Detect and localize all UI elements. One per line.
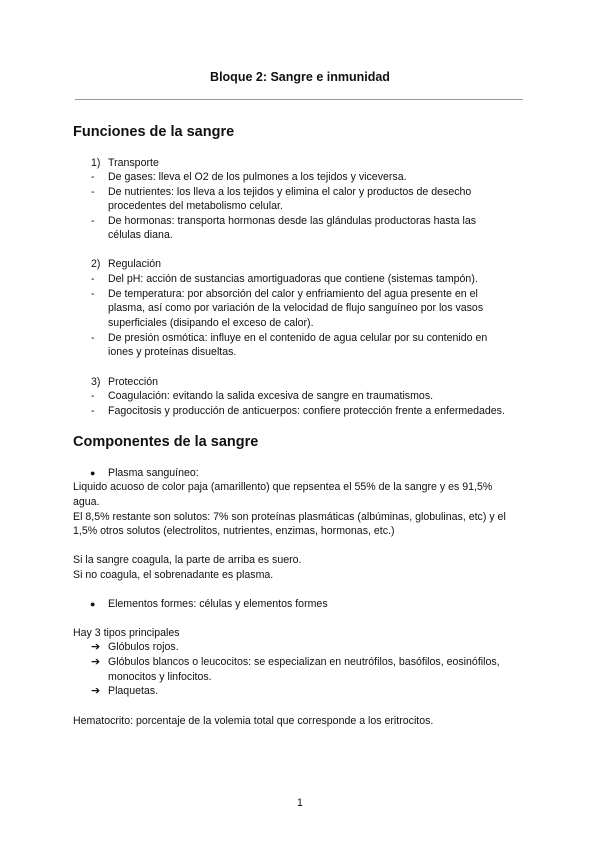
bullet-marker: ● [90, 468, 96, 478]
list-item: Fagocitosis y producción de anticuerpos: confiere protección frente a enfermedades. [108, 405, 505, 417]
dash-marker: - [91, 273, 95, 285]
dash-marker: - [91, 288, 95, 300]
list-item: De nutrientes: los lleva a los tejidos y elimina el calor y productos de desecho [108, 186, 472, 198]
arrow-item: Glóbulos blancos o leucocitos: se especializan en neutrófilos, basófilos, eosinófilos, [108, 656, 500, 668]
list-item: De temperatura: por absorción del calor y enfriamiento del agua presente en el [108, 288, 478, 300]
list-item: Coagulación: evitando la salida excesiva de sangre en traumatismos. [108, 390, 434, 402]
dash-marker: - [91, 332, 95, 344]
page-number: 1 [297, 797, 303, 809]
dash-marker: - [91, 171, 95, 183]
arrow-item: Plaquetas. [108, 685, 159, 697]
arrow-icon: ➔ [91, 656, 101, 668]
paragraph-line: El 8,5% restante son solutos: 7% son proteínas plasmáticas (albúminas, globulinas, etc) y el [73, 511, 506, 523]
arrow-icon: ➔ [91, 641, 101, 653]
list-item-continuation: células diana. [108, 229, 173, 241]
list-item-continuation: plasma, así como por variación de la velocidad de flujo sanguíneo por los vasos [108, 302, 484, 314]
list-item-continuation: procedentes del metabolismo celular. [108, 200, 283, 212]
list-number: 3) [91, 376, 101, 388]
arrow-item-continuation: monocitos y linfocitos. [108, 671, 212, 683]
paragraph-line: agua. [73, 496, 100, 508]
list-heading-proteccion: Protección [108, 376, 159, 388]
dash-marker: - [91, 390, 95, 402]
bullet-marker: ● [90, 599, 96, 609]
section-heading-componentes: Componentes de la sangre [73, 434, 259, 450]
list-item: Del pH: acción de sustancias amortiguadoras que contiene (sistemas tampón). [108, 273, 478, 285]
paragraph-line: Liquido acuoso de color paja (amarillento) que repsentea el 55% de la sangre y es 91,5% [73, 481, 493, 493]
arrow-item: Glóbulos rojos. [108, 641, 179, 653]
list-heading-transporte: Transporte [108, 157, 159, 169]
paragraph-line: Si la sangre coagula, la parte de arriba es suero. [73, 554, 302, 566]
list-item: De presión osmótica: influye en el contenido de agua celular por su contenido en [108, 332, 488, 344]
dash-marker: - [91, 405, 95, 417]
list-heading-regulacion: Regulación [108, 258, 162, 270]
list-item-continuation: superficiales (disipando el exceso de calor). [108, 317, 314, 329]
list-item-continuation: iones y proteínas disueltas. [108, 346, 237, 358]
page-title: Bloque 2: Sangre e inmunidad [210, 70, 390, 84]
bullet-item-plasma: Plasma sanguíneo: [108, 467, 199, 479]
dash-marker: - [91, 186, 95, 198]
list-item: De hormonas: transporta hormonas desde las glándulas productoras hasta las [108, 215, 477, 227]
paragraph-line: 1,5% otros solutos (electrolitos, nutrientes, enzimas, hormonas, etc.) [73, 525, 395, 537]
dash-marker: - [91, 215, 95, 227]
section-heading-funciones: Funciones de la sangre [73, 124, 235, 140]
list-item: De gases: lleva el O2 de los pulmones a los tejidos y viceversa. [108, 171, 407, 183]
paragraph-line: Si no coagula, el sobrenadante es plasma. [73, 569, 274, 581]
paragraph-line: Hematocrito: porcentaje de la volemia total que corresponde a los eritrocitos. [73, 715, 434, 727]
arrow-icon: ➔ [91, 685, 101, 697]
list-number: 1) [91, 157, 101, 169]
list-number: 2) [91, 258, 101, 270]
paragraph-line: Hay 3 tipos principales [73, 627, 180, 639]
bullet-item-formes: Elementos formes: células y elementos formes [108, 598, 328, 610]
title-divider [75, 99, 523, 100]
